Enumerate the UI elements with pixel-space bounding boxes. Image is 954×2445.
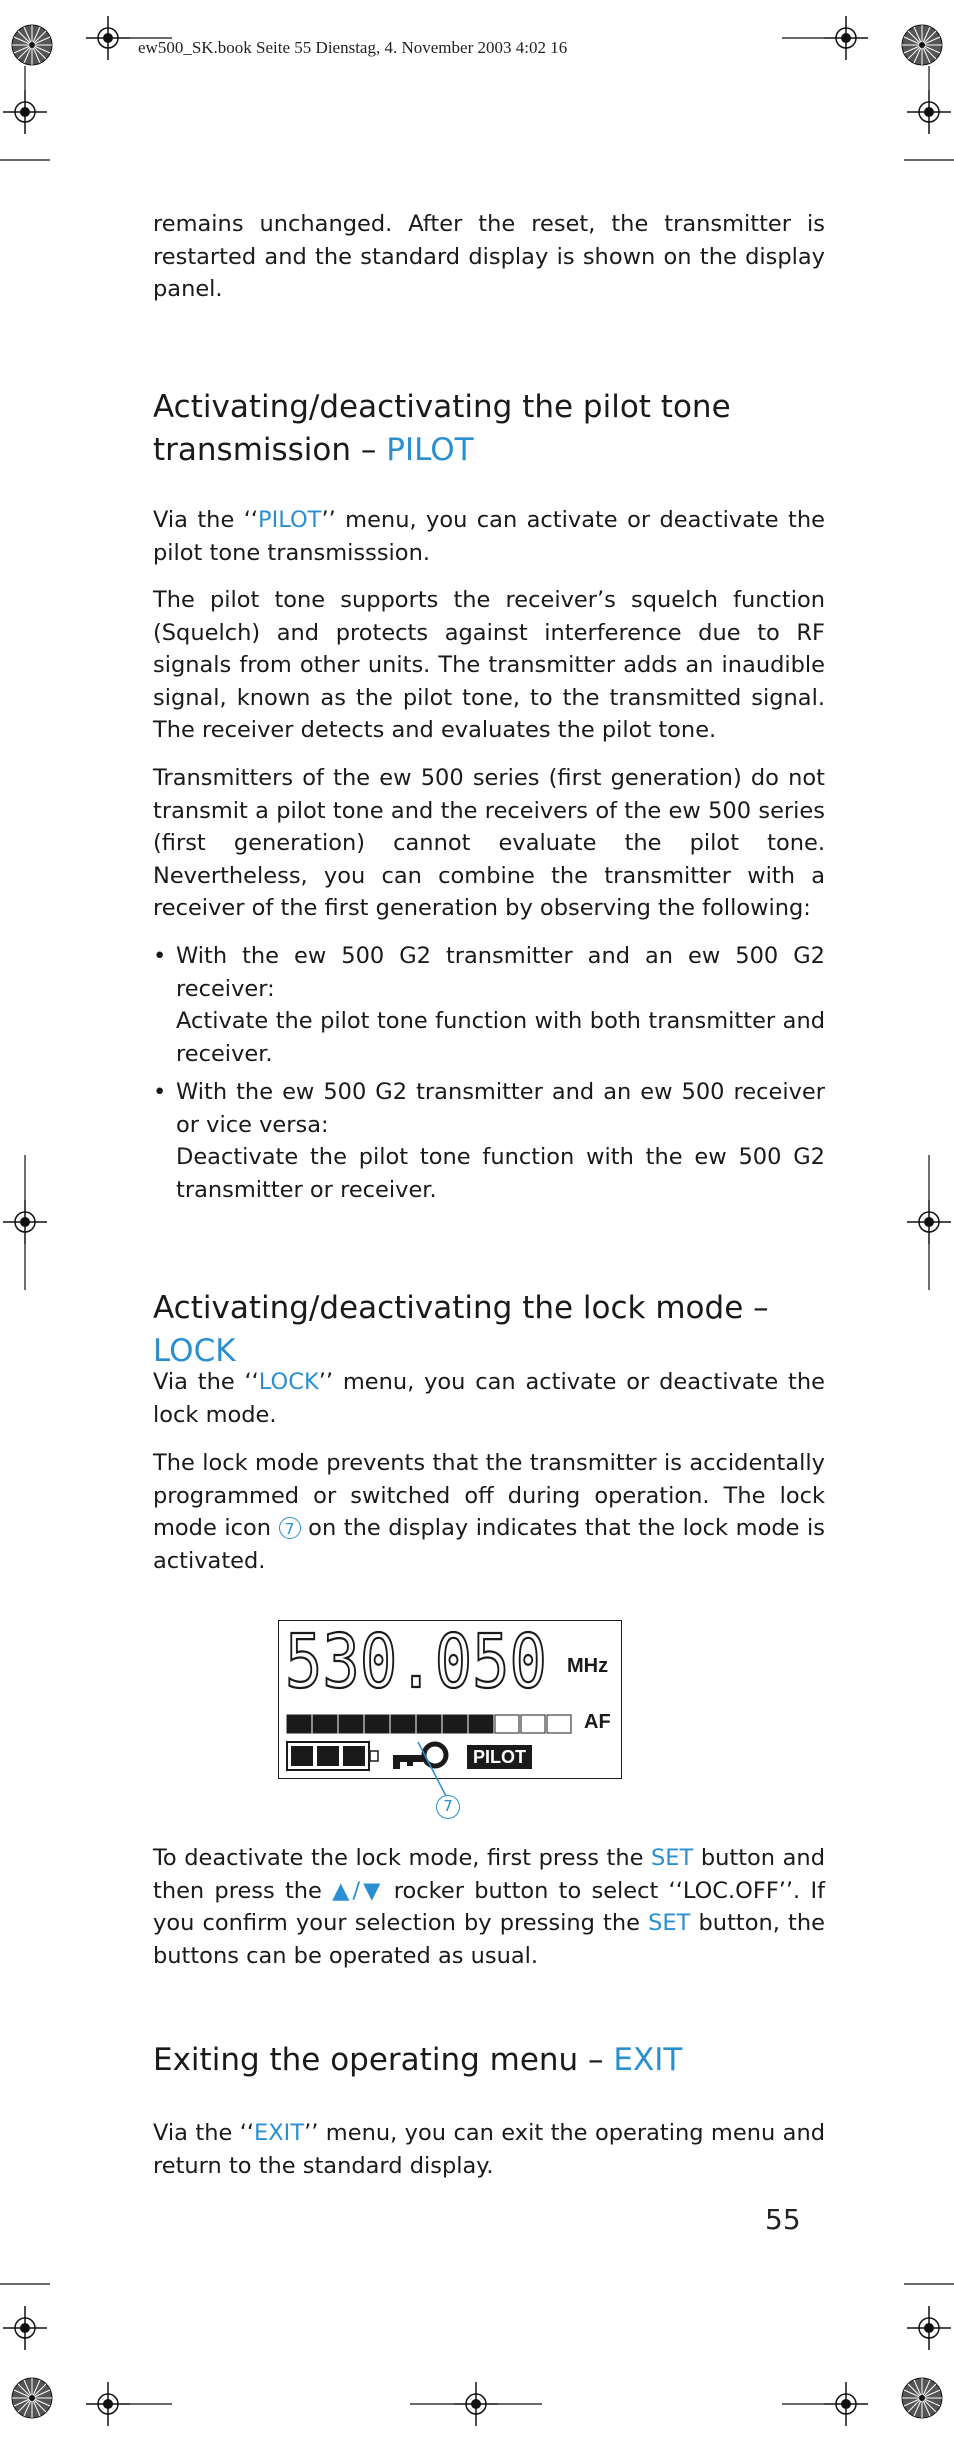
lock-paragraph-2: The lock mode prevents that the transmitter is accidentally programmed or switched off during operation. The lock mode icon 7 on the display indicates that the lock mode is activated. (153, 1450, 826, 1574)
pilot-keyword: PILOT (386, 432, 474, 468)
af-segment (521, 1715, 545, 1733)
frequency-value: 530.050 (285, 1625, 547, 1695)
af-segment (417, 1715, 441, 1733)
lock-heading: Activating/deactivating the lock mode – LOCK (153, 1290, 769, 1369)
pilot-indicator: PILOT (467, 1745, 532, 1769)
pilot-paragraph-2: The pilot tone supports the receiver’s squelch function (Squelch) and protects against interference due to RF signals from other units. The transmitter adds an inaudible signal, known as the pilot tone, to the transmitted signal. The receiver detects and evaluates the pilot tone. (153, 587, 825, 743)
list-item: • With the ew 500 G2 transmitter and an ew 500 receiver or vice versa: Deactivate the pilot tone function with the ew 500 G2 transmitter or receiver. (153, 1076, 825, 1206)
pilot-paragraph-3: Transmitters of the ew 500 series (first generation) do not transmit a pilot tone and the receivers of the ew 500 series (first generation) cannot evaluate the pilot tone. Nevertheless, you can combine the transmitter with a receiver of the first generation by observing the following: (153, 765, 825, 921)
af-segment (391, 1715, 415, 1733)
af-segment (287, 1715, 311, 1733)
af-meter (286, 1711, 576, 1737)
callout-ref: 7 (279, 1517, 301, 1539)
battery-icon (286, 1741, 381, 1773)
pilot-bullet-list (153, 940, 825, 1206)
af-segment (495, 1715, 519, 1733)
af-segment (313, 1715, 337, 1733)
intro-paragraph: remains unchanged. After the reset, the transmitter is restarted and the standard display is shown on the display panel. (153, 211, 825, 302)
callout-number: 7 (436, 1795, 460, 1819)
battery-segment (343, 1746, 365, 1766)
lock-paragraph-3: To deactivate the lock mode, first press the SET button and then press the ▲/▼ rocker button to select ‘‘LOC.OFF’’. If you confirm your selection by pressing the SET button, the buttons can be operated as usual. (153, 1845, 825, 1969)
book-header: ew500_SK.book Seite 55 Dienstag, 4. November 2003 4:02 16 (138, 38, 568, 57)
battery-segment (317, 1746, 339, 1766)
battery-segment (291, 1746, 313, 1766)
unit-label: MHz (567, 1655, 609, 1677)
af-segment (339, 1715, 363, 1733)
list-item: • With the ew 500 G2 transmitter and an ew 500 G2 receiver: Activate the pilot tone function with both transmitter and receiver. (153, 940, 825, 1070)
pilot-heading: Activating/deactivating the pilot tone transmission – PILOT (153, 389, 731, 468)
frequency-readout (283, 1625, 563, 1695)
exit-heading: Exiting the operating menu – EXIT (153, 2042, 683, 2078)
af-label: AF (584, 1711, 611, 1733)
af-segment (443, 1715, 467, 1733)
exit-keyword: EXIT (613, 2042, 683, 2078)
af-segment (547, 1715, 571, 1733)
lock-paragraph-1: Via the ‘‘LOCK’’ menu, you can activate or deactivate the lock mode. (153, 1369, 825, 1428)
lock-keyword: LOCK (153, 1333, 236, 1369)
af-segment (365, 1715, 389, 1733)
rocker-arrows-icon: ▲/▼ (332, 1877, 384, 1904)
af-segment (469, 1715, 493, 1733)
page-number: 55 (765, 2203, 801, 2236)
pilot-paragraph-1: Via the ‘‘PILOT’’ menu, you can activate or deactivate the pilot tone transmisssion. (153, 507, 825, 566)
exit-paragraph: Via the ‘‘EXIT’’ menu, you can exit the operating menu and return to the standard display. (153, 2120, 825, 2179)
